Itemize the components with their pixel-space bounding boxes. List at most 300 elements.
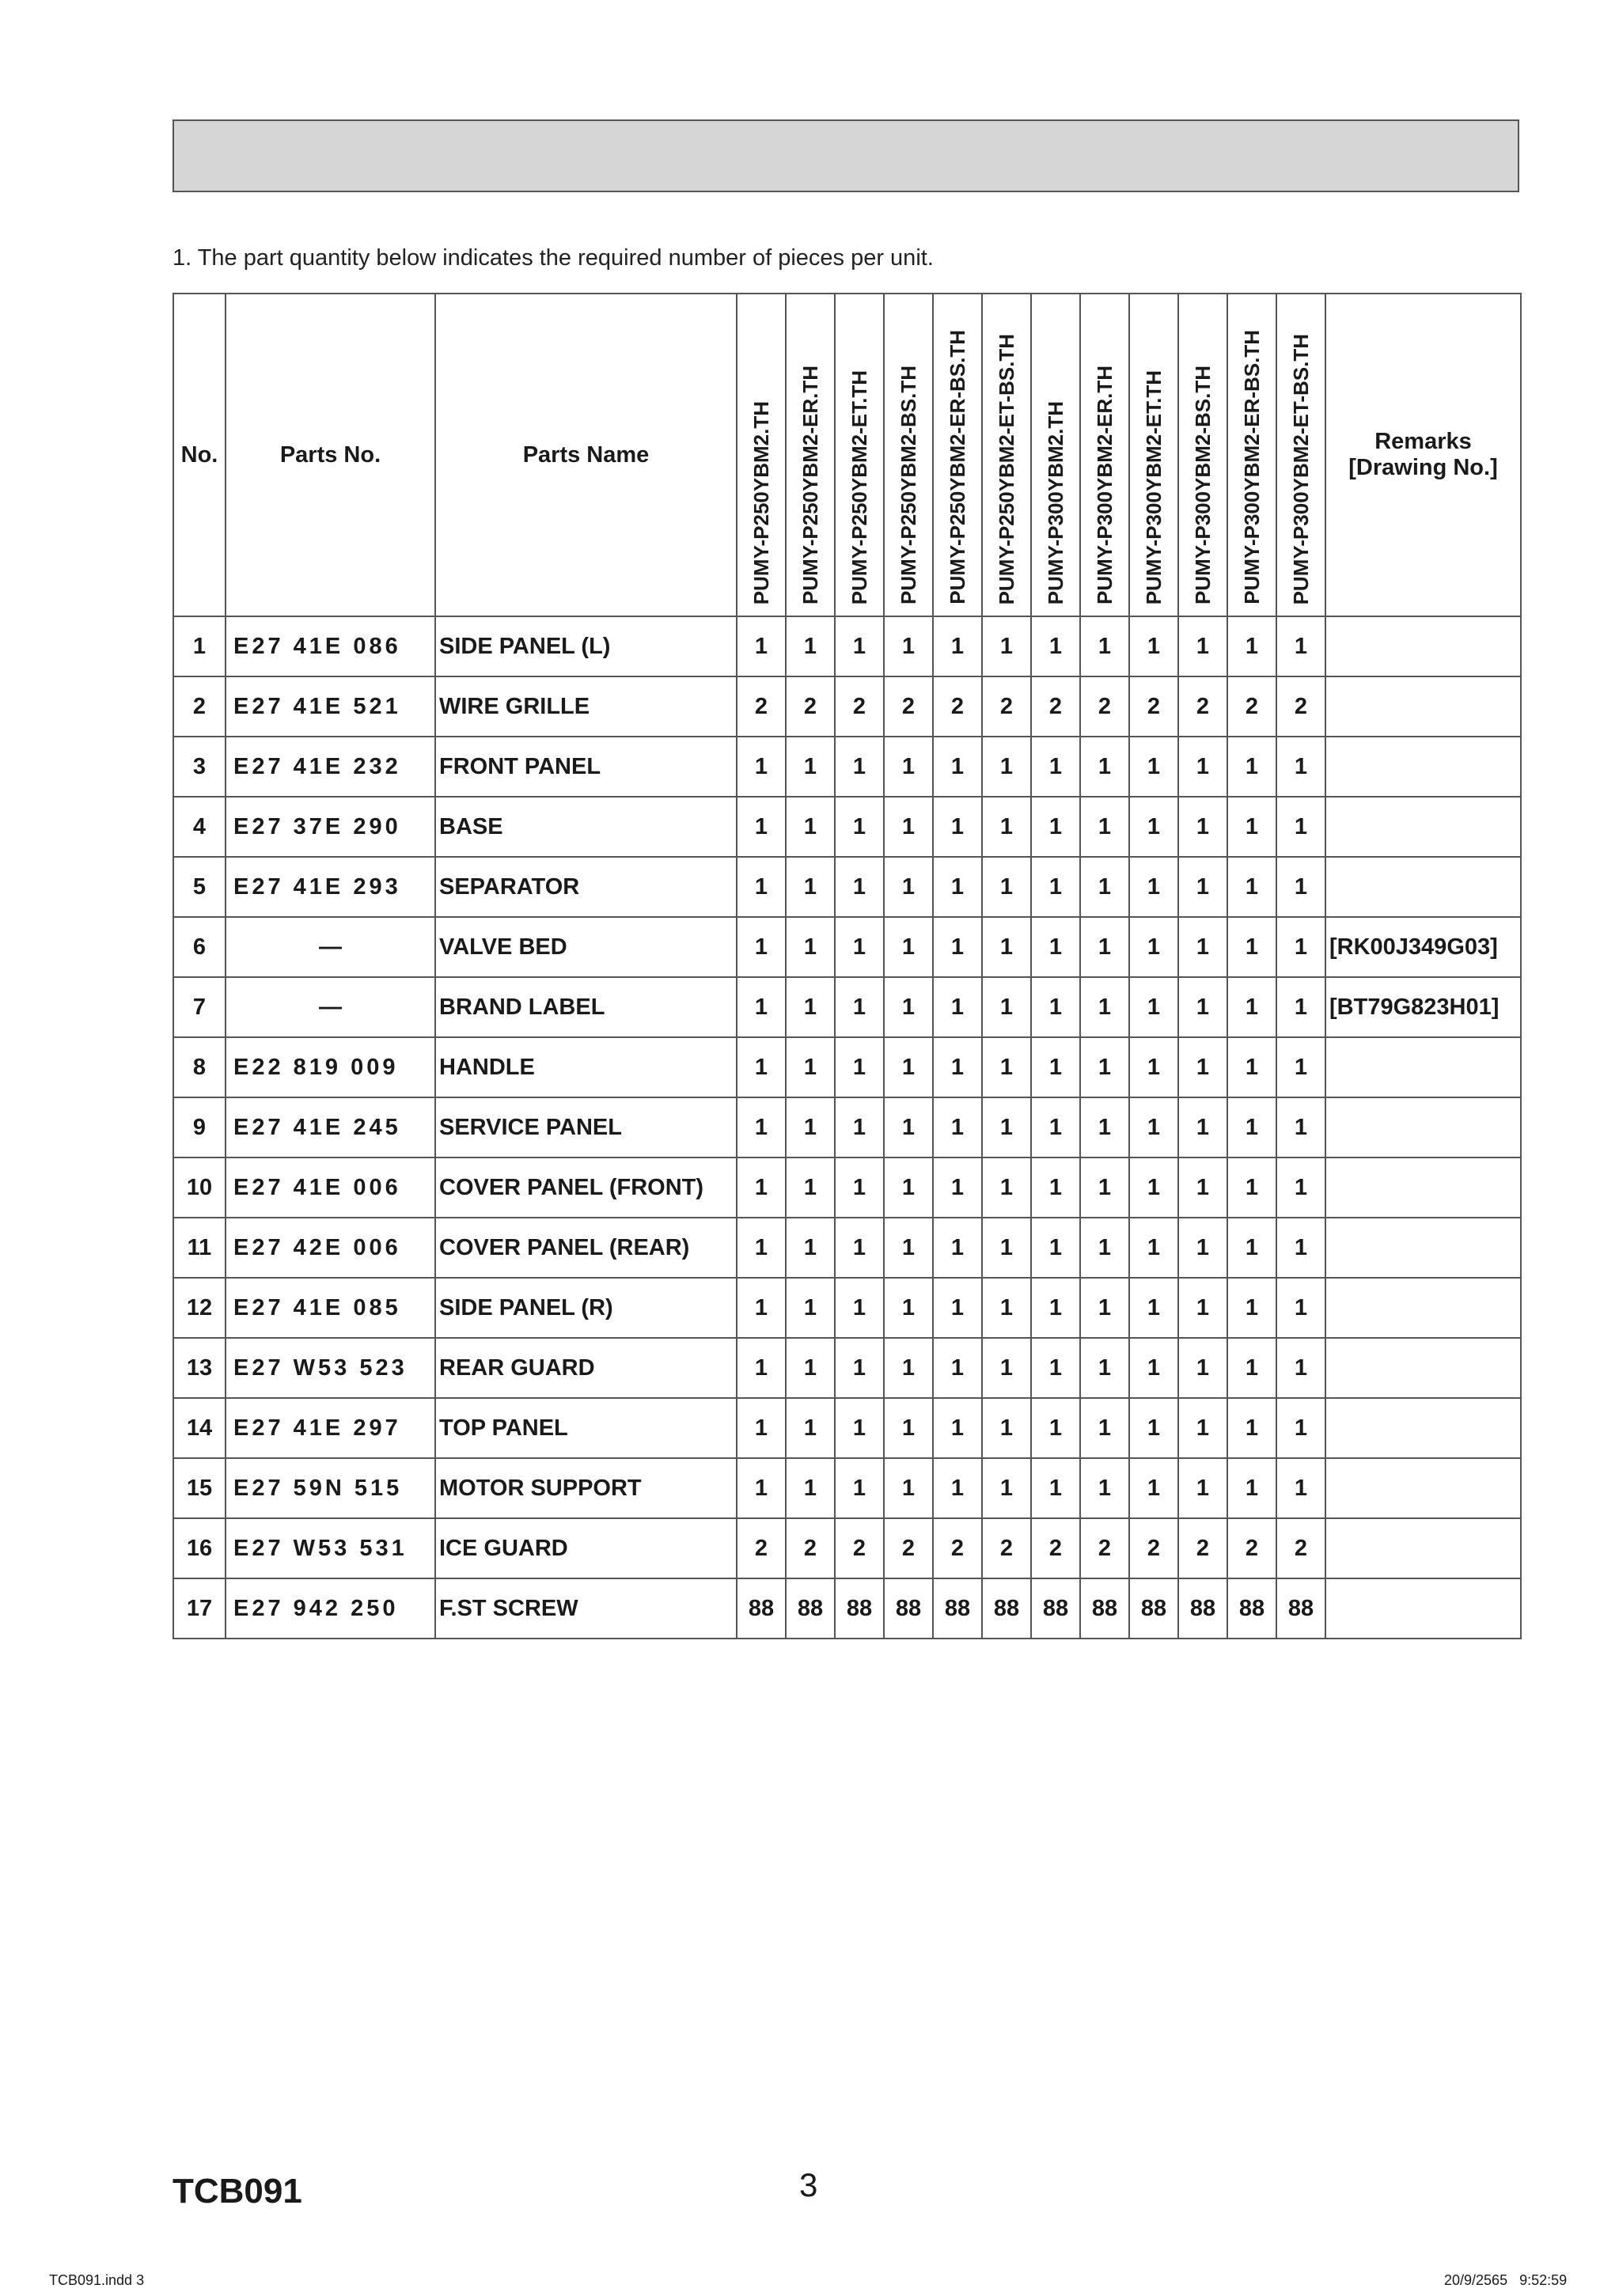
row-quantity: 1 — [835, 917, 884, 977]
table-row — [173, 977, 1521, 1037]
header-model — [786, 294, 835, 616]
row-quantity: 1 — [835, 737, 884, 797]
table-row — [173, 1338, 1521, 1398]
row-quantity: 1 — [835, 1278, 884, 1338]
row-quantity: 1 — [1129, 1458, 1178, 1518]
row-quantity: 1 — [1031, 1097, 1080, 1157]
header-model-label: PUMY-P300YBM2-ER-BS.TH — [1239, 330, 1264, 604]
row-quantity: 1 — [1276, 1157, 1325, 1218]
row-quantity: 1 — [786, 1097, 835, 1157]
row-quantity: 1 — [884, 857, 933, 917]
table-row — [173, 616, 1521, 676]
row-quantity: 1 — [1031, 1398, 1080, 1458]
header-drawing-no-label: [Drawing No.] — [1348, 455, 1498, 480]
row-remarks — [1325, 1398, 1521, 1458]
row-quantity: 1 — [1276, 1398, 1325, 1458]
row-quantity: 2 — [1031, 676, 1080, 737]
row-quantity: 1 — [1178, 1218, 1227, 1278]
header-model — [933, 294, 982, 616]
row-quantity: 1 — [1276, 1097, 1325, 1157]
table-row — [173, 797, 1521, 857]
row-remarks — [1325, 1218, 1521, 1278]
row-quantity: 1 — [835, 1037, 884, 1097]
row-quantity: 88 — [982, 1578, 1031, 1639]
row-quantity: 2 — [835, 1518, 884, 1578]
row-no: 9 — [173, 1097, 226, 1157]
row-quantity: 1 — [1129, 1218, 1178, 1278]
row-quantity: 1 — [1080, 1278, 1129, 1338]
row-quantity: 1 — [1178, 1037, 1227, 1097]
row-quantity: 1 — [1129, 737, 1178, 797]
row-quantity: 1 — [933, 1338, 982, 1398]
file-info: TCB091.indd 3 — [49, 2272, 145, 2288]
row-quantity: 1 — [737, 857, 786, 917]
row-no: 17 — [173, 1578, 226, 1639]
row-quantity: 1 — [1178, 1097, 1227, 1157]
row-quantity: 1 — [1178, 1157, 1227, 1218]
row-quantity: 1 — [737, 1157, 786, 1218]
row-no: 8 — [173, 1037, 226, 1097]
row-quantity: 1 — [933, 1218, 982, 1278]
header-no: No. — [173, 294, 226, 616]
row-part-name: TOP PANEL — [435, 1398, 737, 1458]
row-quantity: 1 — [884, 797, 933, 857]
row-no: 10 — [173, 1157, 226, 1218]
row-quantity: 1 — [1178, 1458, 1227, 1518]
row-part-name: VALVE BED — [435, 917, 737, 977]
row-part-number: E27 59N 515 — [226, 1458, 435, 1518]
row-part-number: E27 42E 006 — [226, 1218, 435, 1278]
row-quantity: 1 — [1227, 616, 1276, 676]
row-remarks — [1325, 1278, 1521, 1338]
row-quantity: 1 — [1031, 1278, 1080, 1338]
row-quantity: 1 — [884, 1157, 933, 1218]
table-row — [173, 1278, 1521, 1338]
row-quantity: 1 — [982, 1338, 1031, 1398]
row-part-name: HANDLE — [435, 1037, 737, 1097]
row-remarks — [1325, 1097, 1521, 1157]
row-quantity: 1 — [1129, 1398, 1178, 1458]
row-quantity: 1 — [884, 1097, 933, 1157]
row-quantity: 1 — [1178, 797, 1227, 857]
row-part-name: BASE — [435, 797, 737, 857]
row-remarks: [BT79G823H01] — [1325, 977, 1521, 1037]
table-row — [173, 737, 1521, 797]
row-quantity: 1 — [737, 1097, 786, 1157]
row-quantity: 1 — [982, 737, 1031, 797]
row-no: 12 — [173, 1278, 226, 1338]
row-quantity: 1 — [737, 1458, 786, 1518]
row-quantity: 1 — [1031, 797, 1080, 857]
row-quantity: 1 — [1227, 977, 1276, 1037]
row-no: 13 — [173, 1338, 226, 1398]
row-quantity: 1 — [933, 737, 982, 797]
row-quantity: 1 — [1129, 797, 1178, 857]
row-quantity: 2 — [737, 1518, 786, 1578]
row-quantity: 1 — [737, 1218, 786, 1278]
row-part-name: WIRE GRILLE — [435, 676, 737, 737]
row-quantity: 1 — [884, 1338, 933, 1398]
row-quantity: 1 — [737, 977, 786, 1037]
row-quantity: 2 — [1178, 676, 1227, 737]
row-quantity: 1 — [786, 1398, 835, 1458]
row-quantity: 1 — [1129, 1097, 1178, 1157]
row-part-name: REAR GUARD — [435, 1338, 737, 1398]
row-quantity: 1 — [933, 977, 982, 1037]
row-quantity: 1 — [1129, 917, 1178, 977]
table-row — [173, 1097, 1521, 1157]
row-part-number: E27 37E 290 — [226, 797, 435, 857]
row-quantity: 1 — [1227, 1458, 1276, 1518]
row-part-name: COVER PANEL (FRONT) — [435, 1157, 737, 1218]
row-part-number: E27 942 250 — [226, 1578, 435, 1639]
parts-table — [173, 293, 1522, 1639]
row-quantity: 1 — [933, 1278, 982, 1338]
row-quantity: 2 — [835, 676, 884, 737]
row-quantity: 1 — [1276, 857, 1325, 917]
row-quantity: 1 — [786, 1278, 835, 1338]
row-quantity: 2 — [1129, 676, 1178, 737]
row-quantity: 1 — [1227, 1157, 1276, 1218]
row-quantity: 1 — [1031, 1338, 1080, 1398]
row-quantity: 88 — [1080, 1578, 1129, 1639]
row-remarks — [1325, 1157, 1521, 1218]
row-remarks: [RK00J349G03] — [1325, 917, 1521, 977]
table-header-row — [173, 294, 1521, 616]
row-quantity: 1 — [1129, 1278, 1178, 1338]
row-quantity: 1 — [1227, 1338, 1276, 1398]
header-model — [884, 294, 933, 616]
row-quantity: 1 — [1080, 1458, 1129, 1518]
row-quantity: 1 — [1031, 917, 1080, 977]
row-quantity: 1 — [933, 857, 982, 917]
row-quantity: 1 — [835, 797, 884, 857]
row-quantity: 1 — [737, 1037, 786, 1097]
row-quantity: 1 — [786, 1037, 835, 1097]
table-row — [173, 857, 1521, 917]
row-quantity: 1 — [933, 1458, 982, 1518]
row-quantity: 1 — [786, 1458, 835, 1518]
row-part-number: E27 41E 521 — [226, 676, 435, 737]
row-quantity: 1 — [786, 797, 835, 857]
row-quantity: 1 — [737, 616, 786, 676]
row-part-name: SEPARATOR — [435, 857, 737, 917]
row-quantity: 1 — [884, 737, 933, 797]
row-quantity: 2 — [933, 676, 982, 737]
row-no: 2 — [173, 676, 226, 737]
row-quantity: 1 — [884, 1278, 933, 1338]
row-quantity: 1 — [835, 1458, 884, 1518]
row-remarks — [1325, 616, 1521, 676]
row-quantity: 1 — [933, 1097, 982, 1157]
header-model — [982, 294, 1031, 616]
row-quantity: 1 — [884, 1398, 933, 1458]
row-quantity: 1 — [1031, 1218, 1080, 1278]
row-quantity: 2 — [786, 1518, 835, 1578]
row-quantity: 1 — [1276, 1458, 1325, 1518]
row-quantity: 2 — [1080, 1518, 1129, 1578]
row-quantity: 1 — [1178, 1278, 1227, 1338]
row-quantity: 1 — [982, 917, 1031, 977]
row-quantity: 1 — [982, 1157, 1031, 1218]
row-quantity: 2 — [1227, 1518, 1276, 1578]
row-quantity: 2 — [884, 1518, 933, 1578]
row-quantity: 1 — [884, 1037, 933, 1097]
row-quantity: 1 — [1080, 1398, 1129, 1458]
row-quantity: 1 — [835, 977, 884, 1037]
row-quantity: 1 — [884, 977, 933, 1037]
table-row — [173, 1518, 1521, 1578]
header-model-label: PUMY-P300YBM2-ER.TH — [1092, 366, 1117, 604]
row-no: 4 — [173, 797, 226, 857]
row-quantity: 1 — [786, 857, 835, 917]
row-quantity: 1 — [737, 1398, 786, 1458]
row-quantity: 1 — [1031, 737, 1080, 797]
row-quantity: 1 — [835, 1157, 884, 1218]
row-no: 1 — [173, 616, 226, 676]
row-remarks — [1325, 1458, 1521, 1518]
row-quantity: 1 — [933, 1037, 982, 1097]
header-model — [835, 294, 884, 616]
row-quantity: 1 — [933, 616, 982, 676]
table-row — [173, 1037, 1521, 1097]
row-part-number: E27 W53 523 — [226, 1338, 435, 1398]
row-quantity: 1 — [933, 1398, 982, 1458]
row-quantity: 1 — [933, 917, 982, 977]
header-model-label: PUMY-P250YBM2-ET-BS.TH — [994, 333, 1018, 604]
header-remarks-label: Remarks — [1374, 429, 1472, 454]
row-quantity: 1 — [1129, 1037, 1178, 1097]
row-quantity: 1 — [1031, 616, 1080, 676]
row-quantity: 1 — [1080, 797, 1129, 857]
row-quantity: 1 — [786, 1218, 835, 1278]
header-parts-name: Parts Name — [435, 294, 737, 616]
row-quantity: 1 — [884, 616, 933, 676]
print-timestamp: 20/9/2565 9:52:59 — [1444, 2272, 1568, 2288]
row-quantity: 2 — [1129, 1518, 1178, 1578]
row-quantity: 1 — [933, 797, 982, 857]
row-quantity: 1 — [982, 616, 1031, 676]
row-quantity: 1 — [737, 917, 786, 977]
header-model — [1178, 294, 1227, 616]
row-quantity: 1 — [1031, 1458, 1080, 1518]
row-quantity: 88 — [933, 1578, 982, 1639]
row-quantity: 1 — [933, 1157, 982, 1218]
row-quantity: 2 — [1178, 1518, 1227, 1578]
row-quantity: 1 — [1080, 977, 1129, 1037]
header-model-label: PUMY-P250YBM2-ER-BS.TH — [945, 330, 969, 604]
row-quantity: 1 — [1276, 797, 1325, 857]
row-quantity: 1 — [1178, 857, 1227, 917]
row-remarks — [1325, 797, 1521, 857]
row-remarks — [1325, 1338, 1521, 1398]
row-quantity: 1 — [737, 1278, 786, 1338]
row-quantity: 1 — [982, 1278, 1031, 1338]
header-model — [1227, 294, 1276, 616]
row-quantity: 1 — [786, 917, 835, 977]
row-part-name: FRONT PANEL — [435, 737, 737, 797]
row-quantity: 1 — [1080, 1037, 1129, 1097]
row-quantity: 2 — [1276, 676, 1325, 737]
table-row — [173, 1398, 1521, 1458]
row-quantity: 1 — [1080, 616, 1129, 676]
row-quantity: 1 — [884, 917, 933, 977]
row-quantity: 1 — [1080, 1338, 1129, 1398]
row-remarks — [1325, 737, 1521, 797]
row-quantity: 2 — [1031, 1518, 1080, 1578]
row-quantity: 1 — [786, 977, 835, 1037]
row-quantity: 88 — [786, 1578, 835, 1639]
row-quantity: 1 — [1276, 1037, 1325, 1097]
row-quantity: 1 — [982, 1097, 1031, 1157]
row-no: 16 — [173, 1518, 226, 1578]
row-no: 14 — [173, 1398, 226, 1458]
row-quantity: 1 — [1227, 797, 1276, 857]
row-part-number: E27 41E 232 — [226, 737, 435, 797]
row-quantity: 1 — [1227, 1398, 1276, 1458]
row-quantity: 1 — [835, 857, 884, 917]
header-model — [1080, 294, 1129, 616]
row-part-name: SIDE PANEL (R) — [435, 1278, 737, 1338]
row-part-name: SIDE PANEL (L) — [435, 616, 737, 676]
row-quantity: 1 — [1227, 1218, 1276, 1278]
row-part-number: E27 41E 297 — [226, 1398, 435, 1458]
row-quantity: 1 — [1129, 1338, 1178, 1398]
table-row — [173, 1578, 1521, 1639]
row-part-number: — — [226, 977, 435, 1037]
row-quantity: 1 — [1276, 1278, 1325, 1338]
row-quantity: 88 — [1129, 1578, 1178, 1639]
quantity-note: 1. The part quantity below indicates the required number of pieces per unit. — [173, 245, 934, 271]
page-number: 3 — [799, 2166, 818, 2203]
row-part-number: E27 W53 531 — [226, 1518, 435, 1578]
row-quantity: 1 — [737, 797, 786, 857]
row-quantity: 1 — [1129, 857, 1178, 917]
row-part-name: ICE GUARD — [435, 1518, 737, 1578]
row-quantity: 1 — [982, 1037, 1031, 1097]
row-part-number: E27 41E 085 — [226, 1278, 435, 1338]
row-quantity: 1 — [1178, 977, 1227, 1037]
header-model-label: PUMY-P300YBM2.TH — [1043, 400, 1067, 604]
row-quantity: 1 — [1276, 1338, 1325, 1398]
row-quantity: 2 — [884, 676, 933, 737]
row-quantity: 1 — [737, 737, 786, 797]
header-remarks — [1325, 294, 1521, 616]
document-code: TCB091 — [173, 2172, 302, 2211]
row-no: 11 — [173, 1218, 226, 1278]
row-quantity: 1 — [1080, 857, 1129, 917]
row-quantity: 1 — [1031, 977, 1080, 1037]
row-quantity: 1 — [1227, 1037, 1276, 1097]
row-quantity: 1 — [1178, 1338, 1227, 1398]
row-part-name: MOTOR SUPPORT — [435, 1458, 737, 1518]
row-quantity: 1 — [1227, 857, 1276, 917]
row-quantity: 1 — [982, 1398, 1031, 1458]
table-row — [173, 917, 1521, 977]
row-part-name: BRAND LABEL — [435, 977, 737, 1037]
row-quantity: 1 — [1276, 977, 1325, 1037]
row-quantity: 1 — [982, 1218, 1031, 1278]
row-quantity: 1 — [786, 1338, 835, 1398]
header-parts-no: Parts No. — [226, 294, 435, 616]
row-part-name: SERVICE PANEL — [435, 1097, 737, 1157]
row-quantity: 1 — [1031, 857, 1080, 917]
row-quantity: 2 — [1276, 1518, 1325, 1578]
row-remarks — [1325, 1037, 1521, 1097]
row-quantity: 1 — [835, 616, 884, 676]
row-quantity: 1 — [1227, 1097, 1276, 1157]
row-quantity: 2 — [1080, 676, 1129, 737]
header-model-label: PUMY-P250YBM2-BS.TH — [896, 366, 920, 604]
row-quantity: 1 — [1178, 737, 1227, 797]
row-remarks — [1325, 1578, 1521, 1639]
header-model-label: PUMY-P250YBM2-ET.TH — [847, 369, 871, 604]
row-quantity: 1 — [1080, 1097, 1129, 1157]
row-quantity: 1 — [1080, 737, 1129, 797]
row-no: 6 — [173, 917, 226, 977]
table-row — [173, 1157, 1521, 1218]
row-quantity: 2 — [982, 676, 1031, 737]
row-quantity: 1 — [1129, 616, 1178, 676]
row-quantity: 1 — [786, 737, 835, 797]
row-quantity: 2 — [933, 1518, 982, 1578]
row-remarks — [1325, 1518, 1521, 1578]
header-model — [1031, 294, 1080, 616]
row-quantity: 1 — [1276, 616, 1325, 676]
row-part-number: E27 41E 086 — [226, 616, 435, 676]
row-quantity: 1 — [982, 857, 1031, 917]
row-quantity: 2 — [737, 676, 786, 737]
row-quantity: 1 — [982, 797, 1031, 857]
row-quantity: 1 — [786, 616, 835, 676]
row-quantity: 1 — [835, 1218, 884, 1278]
row-quantity: 1 — [1276, 1218, 1325, 1278]
row-remarks — [1325, 676, 1521, 737]
row-quantity: 1 — [884, 1458, 933, 1518]
row-part-number: E27 41E 245 — [226, 1097, 435, 1157]
row-quantity: 1 — [786, 1157, 835, 1218]
header-model — [1276, 294, 1325, 616]
row-quantity: 1 — [1129, 977, 1178, 1037]
row-part-number: E27 41E 293 — [226, 857, 435, 917]
row-quantity: 1 — [1227, 737, 1276, 797]
row-quantity: 1 — [835, 1398, 884, 1458]
row-quantity: 1 — [1031, 1157, 1080, 1218]
header-model-label: PUMY-P300YBM2-ET.TH — [1141, 369, 1166, 604]
row-part-name: F.ST SCREW — [435, 1578, 737, 1639]
row-quantity: 88 — [835, 1578, 884, 1639]
row-quantity: 88 — [1031, 1578, 1080, 1639]
row-quantity: 1 — [1129, 1157, 1178, 1218]
header-model-label: PUMY-P300YBM2-ET-BS.TH — [1288, 333, 1313, 604]
row-quantity: 88 — [1276, 1578, 1325, 1639]
row-quantity: 1 — [884, 1218, 933, 1278]
row-quantity: 1 — [1080, 1157, 1129, 1218]
row-quantity: 1 — [1178, 1398, 1227, 1458]
row-quantity: 2 — [786, 676, 835, 737]
row-quantity: 2 — [982, 1518, 1031, 1578]
row-quantity: 1 — [1080, 917, 1129, 977]
row-quantity: 1 — [982, 1458, 1031, 1518]
header-model-label: PUMY-P300YBM2-BS.TH — [1190, 366, 1215, 604]
row-no: 7 — [173, 977, 226, 1037]
row-quantity: 1 — [1227, 917, 1276, 977]
row-quantity: 1 — [1178, 917, 1227, 977]
row-part-name: COVER PANEL (REAR) — [435, 1218, 737, 1278]
header-model-label: PUMY-P250YBM2-ER.TH — [798, 366, 822, 604]
header-model-label: PUMY-P250YBM2.TH — [749, 400, 773, 604]
row-remarks — [1325, 857, 1521, 917]
